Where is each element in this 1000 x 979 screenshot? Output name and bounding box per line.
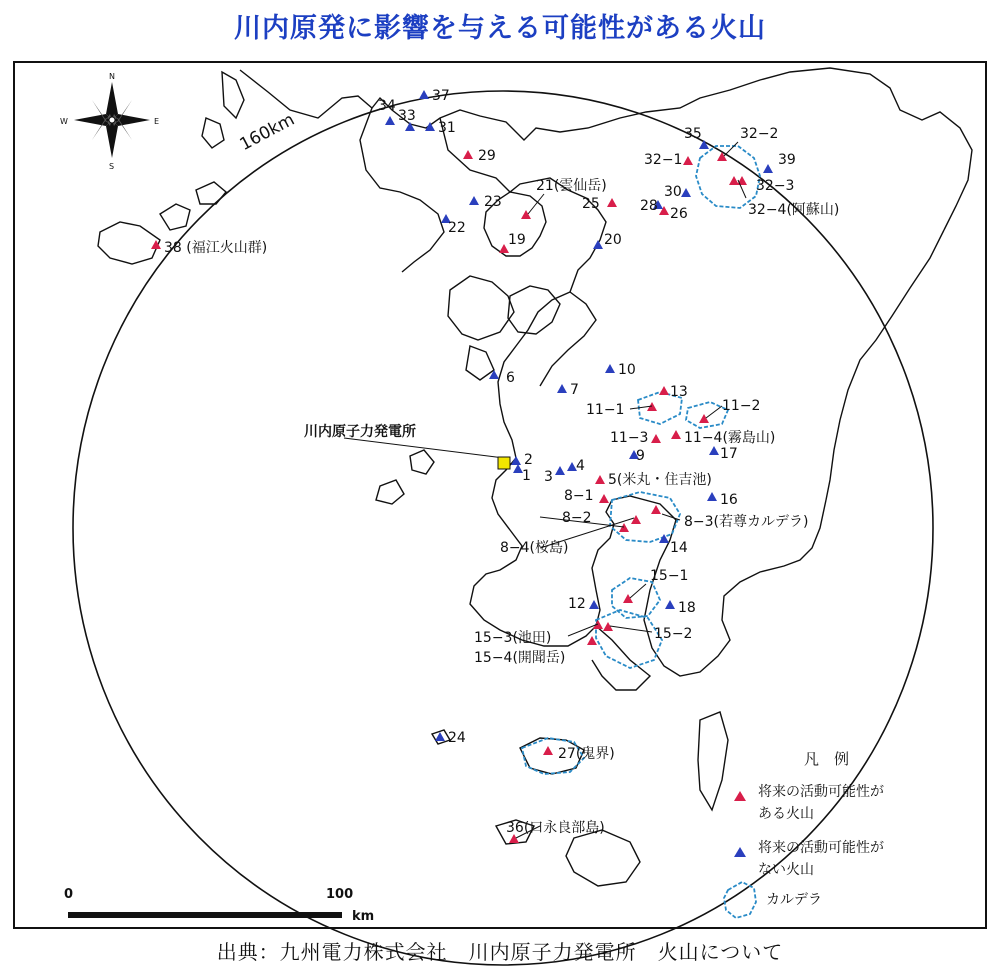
label-37: 37 [432, 88, 450, 104]
label-16: 16 [720, 492, 738, 508]
label-19: 19 [508, 232, 526, 248]
label-11-2: 11−2 [722, 398, 761, 414]
label-3: 3 [544, 469, 553, 485]
legend-caldera: カルデラ [766, 892, 822, 908]
label-33: 33 [398, 108, 416, 124]
compass-n: N [109, 72, 115, 81]
scale-hundred: 100 [326, 887, 354, 902]
label-39: 39 [778, 152, 796, 168]
label-6: 6 [506, 370, 515, 386]
label-36: 36(口永良部島) [506, 820, 605, 836]
label-34: 34 [378, 98, 396, 114]
label-32-1: 32−1 [644, 152, 683, 168]
label-24: 24 [448, 730, 466, 746]
label-30: 30 [664, 184, 682, 200]
label-10: 10 [618, 362, 636, 378]
legend-future-line2: ある火山 [758, 806, 814, 822]
label-38: 38 (福江火山群) [164, 240, 268, 256]
sendai-plant-label: 川内原子力発電所 [304, 424, 416, 440]
compass-s: S [109, 162, 115, 171]
label-7: 7 [570, 382, 579, 398]
label-4: 4 [576, 458, 585, 474]
source-caption: 出典：九州電力株式会社 川内原子力発電所 火山について [216, 940, 784, 964]
label-23: 23 [484, 194, 502, 210]
label-12: 12 [568, 596, 586, 612]
label-1: 1 [522, 468, 531, 484]
label-11-4: 11−4(霧島山) [684, 430, 776, 446]
label-25: 25 [582, 196, 600, 212]
label-15-2: 15−2 [654, 626, 693, 642]
label-11-3: 11−3 [610, 430, 649, 446]
label-28: 28 [640, 198, 658, 214]
scale-unit: km [352, 909, 375, 924]
label-14: 14 [670, 540, 688, 556]
label-8-3: 8−3(若尊カルデラ) [684, 514, 809, 530]
label-15-3: 15−3(池田) [474, 630, 552, 646]
label-5: 5(米丸・住吉池) [608, 472, 712, 488]
label-27: 27(鬼界) [558, 746, 615, 762]
label-11-1: 11−1 [586, 402, 625, 418]
label-2: 2 [524, 452, 533, 468]
legend-none-line1: 将来の活動可能性が [758, 840, 884, 856]
label-32-4: 32−4(阿蘇山) [748, 202, 840, 218]
label-32-3: 32−3 [756, 178, 795, 194]
label-21: 21(雲仙岳) [536, 178, 607, 194]
label-9: 9 [636, 448, 645, 464]
compass-w: W [60, 117, 68, 126]
label-8-2: 8−2 [562, 510, 592, 526]
radius-label: 160km [236, 109, 298, 155]
legend-none-line2: ない火山 [758, 862, 814, 878]
label-26: 26 [670, 206, 688, 222]
label-29: 29 [478, 148, 496, 164]
label-8-4: 8−4(桜島) [500, 540, 569, 556]
label-31: 31 [438, 120, 456, 136]
label-35: 35 [684, 126, 702, 142]
label-18: 18 [678, 600, 696, 616]
compass-e: E [154, 117, 160, 126]
sendai-plant-marker [498, 457, 510, 469]
label-15-1: 15−1 [650, 568, 689, 584]
legend-future-line1: 将来の活動可能性が [758, 784, 884, 800]
scale-zero: 0 [64, 887, 74, 902]
label-32-2: 32−2 [740, 126, 779, 142]
map-title: 川内原発に影響を与える可能性がある火山 [234, 13, 766, 44]
label-22: 22 [448, 220, 466, 236]
label-15-4: 15−4(開聞岳) [474, 650, 566, 666]
label-20: 20 [604, 232, 622, 248]
label-17: 17 [720, 446, 738, 462]
label-13: 13 [670, 384, 688, 400]
label-8-1: 8−1 [564, 488, 594, 504]
legend-title: 凡 例 [804, 750, 850, 768]
